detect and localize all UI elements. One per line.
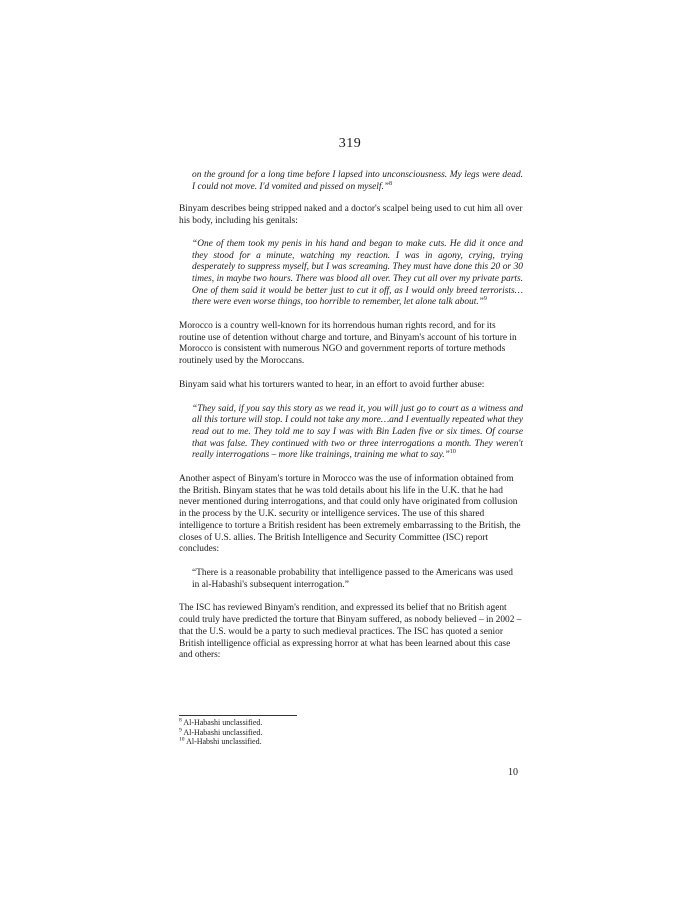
- footnote-8: [179, 718, 262, 728]
- footnote-number: 8: [179, 717, 182, 724]
- footnote-ref-9: 9: [483, 296, 487, 303]
- footnote-10: [179, 737, 262, 747]
- footnote-ref-10: 10: [449, 449, 456, 456]
- footnote-text: Al-Habshi unclassified.: [186, 737, 262, 746]
- block-quote-3-text: “They said, if you say this story as we read it, you will just go to court as a witness and all this torture will stop. I could not take any more…and I eventually repeated what they read out to me. They told me to say I was with Bin Laden five or six times. Of course that was false. They continued with two or three interrogations a month. They weren't really interrogations – more like trainings, training me what to say.”: [192, 403, 523, 461]
- footnote-number: 10: [179, 736, 185, 743]
- block-quote-2-text: “One of them took my penis in his hand and began to make cuts. He did it once and they stood for a minute, watching my reaction. I was in agony, crying, trying desperately to suppress myself, but I was screaming. They must have done this 20 or 30 times, in maybe two hours. There was blood all over. They cut all over my private parts. One of them said it would be better just to cut it off, as I would only breed terrorists…there were even worse things, too horrible to remember, let alone talk about.”: [192, 238, 523, 308]
- block-quote-4: “There is a reasonable probability that intelligence passed to the Americans was used in al-Habashi's subsequent interrogation.”: [192, 567, 513, 590]
- footnote-number: 9: [179, 726, 182, 733]
- footnote-text: Al-Habashi unclassified.: [183, 718, 263, 727]
- footnote-divider: [179, 715, 297, 716]
- paragraph-2: Morocco is a country well-known for its horrendous human rights record, and for its routine use of detention without charge and torture, and Binyam's account of his torture in Morocco is consistent with numerous NGO and government reports of torture methods routinely used by the Moroccans.: [179, 321, 517, 367]
- page-number-bottom: 10: [508, 767, 518, 778]
- footnote-text: Al-Habashi unclassified.: [183, 727, 263, 737]
- block-quote-2: [192, 239, 523, 309]
- block-quote-3: [192, 404, 523, 463]
- paragraph-4: Another aspect of Binyam's torture in Morocco was the use of information obtained from the British. Binyam states that he was told details about his life in the U.K. that he had never mentioned during interrogations, and that could only have originated from collusion in the process by the U.K. security or intelligence services. The use of this shared intelligence to torture a British resident has been extremely embarrassing to the British, the closes of U.S. allies. The British Intelligence and Security Committee (ISC) report concludes:: [179, 474, 521, 555]
- paragraph-3: Binyam said what his torturers wanted to hear, in an effort to avoid further abuse:: [179, 379, 485, 390]
- block-quote-1-text: on the ground for a long time before I lapsed into unconsciousness. My legs were dead. I could not move. I'd vomited and pissed on myself.”: [192, 170, 523, 192]
- page-number-top: 319: [338, 136, 362, 151]
- footnote-9: [179, 728, 262, 738]
- footnotes: [179, 718, 262, 747]
- footnote-ref-8: 8: [389, 180, 393, 187]
- paragraph-1: Binyam describes being stripped naked and a doctor's scalpel being used to cut him all over his body, including his genitals:: [179, 204, 523, 227]
- body-text: [179, 170, 523, 662]
- paragraph-5: The ISC has reviewed Binyam's rendition, and expressed its belief that no British agent could truly have predicted the torture that Binyam suffered, as nobody believed – in 2002 – that the U.S. would be a party to such medieval practices. The ISC has quoted a senior British intelligence official as expressing horror at what has been learned about this case and others:: [179, 603, 522, 661]
- block-quote-1: [192, 170, 523, 193]
